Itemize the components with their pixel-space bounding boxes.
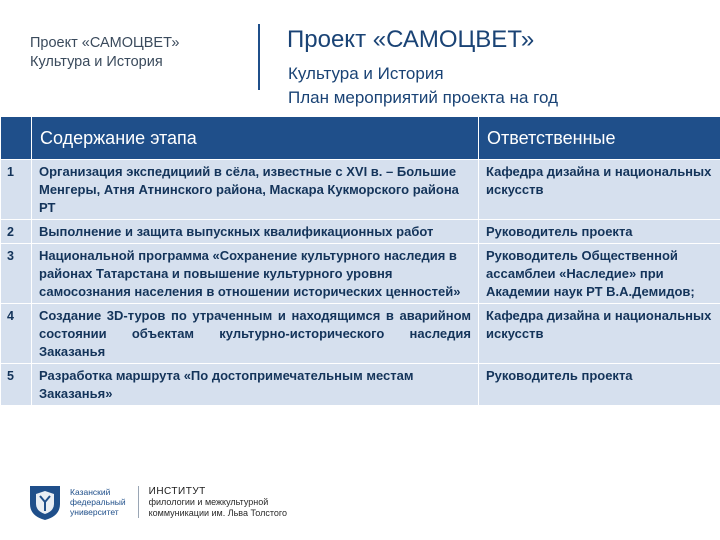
row-content: Национальной программа «Сохранение культурного наследия в районах Татарстана и повышение культурного уровня самосознания населения в отношении исторических ценностей» xyxy=(32,244,479,304)
kfu-name-line-3: университет xyxy=(70,507,119,517)
column-header-content: Содержание этапа xyxy=(32,117,479,160)
page-title: Проект «САМОЦВЕТ» xyxy=(287,26,535,53)
kfu-logo-icon xyxy=(26,482,64,522)
column-header-number xyxy=(1,117,32,160)
small-header-title: Проект «САМОЦВЕТ» xyxy=(30,35,180,51)
plan-table xyxy=(0,116,720,406)
kfu-name-line-2: федеральный xyxy=(70,497,126,507)
table-row xyxy=(1,364,720,406)
institute-line-1: филологии и межкультурной xyxy=(148,496,269,507)
row-content: Выполнение и защита выпускных квалификационных работ xyxy=(32,220,479,244)
row-responsible: Кафедра дизайна и национальных искусств xyxy=(479,160,720,220)
row-content: Организация экспедициий в сёла, известные с XVI в. – Большие Менгеры, Атня Атнинского района, Маскара Кукморского района РТ xyxy=(32,160,479,220)
table-header-row xyxy=(1,117,720,160)
row-number: 2 xyxy=(1,220,32,244)
row-responsible: Руководитель проекта xyxy=(479,220,720,244)
page-subtitle-line-2: План мероприятий проекта на год xyxy=(288,88,558,107)
table-row xyxy=(1,160,720,220)
row-responsible: Руководитель проекта xyxy=(479,364,720,406)
institute-name xyxy=(149,486,287,519)
institute-title: ИНСТИТУТ xyxy=(148,485,206,497)
page-subtitle-line-1: Культура и История xyxy=(288,64,444,83)
table-row xyxy=(1,304,720,364)
row-number: 3 xyxy=(1,244,32,304)
row-number: 5 xyxy=(1,364,32,406)
row-responsible: Кафедра дизайна и национальных искусств xyxy=(479,304,720,364)
kfu-name-line-1: Казанский xyxy=(70,487,111,497)
small-header-subtitle: Культура и История xyxy=(30,54,163,70)
table-row xyxy=(1,220,720,244)
header-divider xyxy=(258,24,260,90)
row-number: 1 xyxy=(1,160,32,220)
plan-table-container xyxy=(0,116,720,456)
footer-divider xyxy=(138,486,139,518)
kfu-name xyxy=(70,487,126,517)
page-subtitle xyxy=(288,62,558,110)
row-responsible: Руководитель Общественной ассамблеи «Наследие» при Академии наук РТ В.А.Демидов; xyxy=(479,244,720,304)
table-row xyxy=(1,244,720,304)
column-header-responsible: Ответственные xyxy=(479,117,720,160)
small-header xyxy=(30,34,179,72)
footer-logos xyxy=(26,482,287,522)
row-number: 4 xyxy=(1,304,32,364)
row-content: Разработка маршрута «По достопримечательным местам Заказанья» xyxy=(32,364,479,406)
row-content: Создание 3D-туров по утраченным и находящимся в аварийном состоянии объектам культурно-исторического наследия Заказанья xyxy=(32,304,479,364)
institute-line-2: коммуникации им. Льва Толстого xyxy=(148,507,287,518)
